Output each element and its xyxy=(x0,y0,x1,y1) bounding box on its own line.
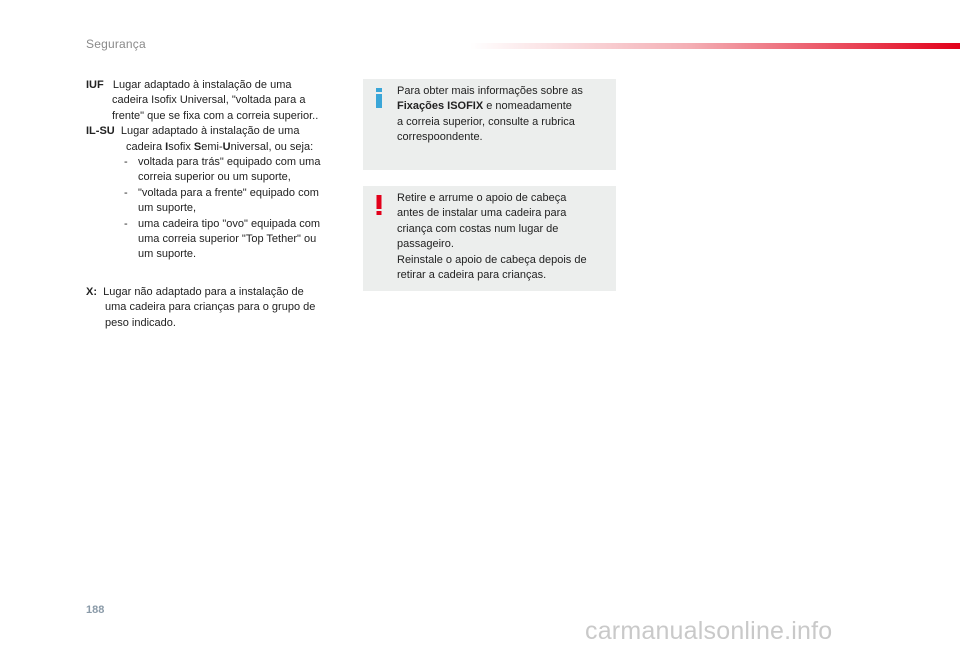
definition-iuf xyxy=(86,78,346,124)
x-line-3: peso indicado. xyxy=(105,316,176,329)
x-line-2: uma cadeira para crianças para o grupo de xyxy=(105,301,316,314)
term-iuf: IUF xyxy=(86,79,104,91)
iuf-line-3: frente" que se fixa com a correia superior.. xyxy=(112,109,319,122)
ilsu-line-1: Lugar adaptado à instalação de uma xyxy=(120,125,300,138)
definition-ilsu xyxy=(86,124,346,263)
iuf-line-1: Lugar adaptado à instalação de uma xyxy=(112,79,292,91)
watermark: carmanualsonline.info xyxy=(585,617,833,645)
ilsu-line-2: cadeira Isofix Semi-Universal, ou seja: xyxy=(126,140,314,153)
list-item: - voltada para trás" equipado com uma correia superior ou um suporte, xyxy=(124,156,321,184)
list-item: - "voltada para a frente" equipado com um suporte, xyxy=(124,186,319,215)
info-box xyxy=(363,79,616,170)
iuf-line-2: cadeira Isofix Universal, "voltada para a xyxy=(112,94,306,107)
term-x: X: xyxy=(86,285,97,298)
section-title: Segurança xyxy=(86,37,146,51)
warning-box xyxy=(363,186,616,291)
x-line-1: Lugar não adaptado para a instalação de xyxy=(103,285,304,298)
info-icon xyxy=(370,87,388,109)
header-accent-rule xyxy=(470,43,960,49)
left-column xyxy=(86,78,346,331)
page-number: 188 xyxy=(86,604,105,616)
exclamation-icon xyxy=(370,194,388,216)
warning-text: Retire e arrume o apoio de cabeça antes de instalar uma cadeira para criança com costas num lugar de passageiro. Reinstale o apoio de cabeça depois de retirar a cadeira para crianças. xyxy=(397,192,587,282)
term-ilsu: IL-SU xyxy=(86,125,115,138)
list-item: - uma cadeira tipo "ovo" equipada com uma correia superior "Top Tether" ou um suporte. xyxy=(124,217,321,261)
info-text: Para obter mais informações sobre as Fixações ISOFIX e nomeadamente a correia superior, consulte a rubrica correspoondente. xyxy=(397,85,583,144)
definition-x xyxy=(86,285,346,331)
